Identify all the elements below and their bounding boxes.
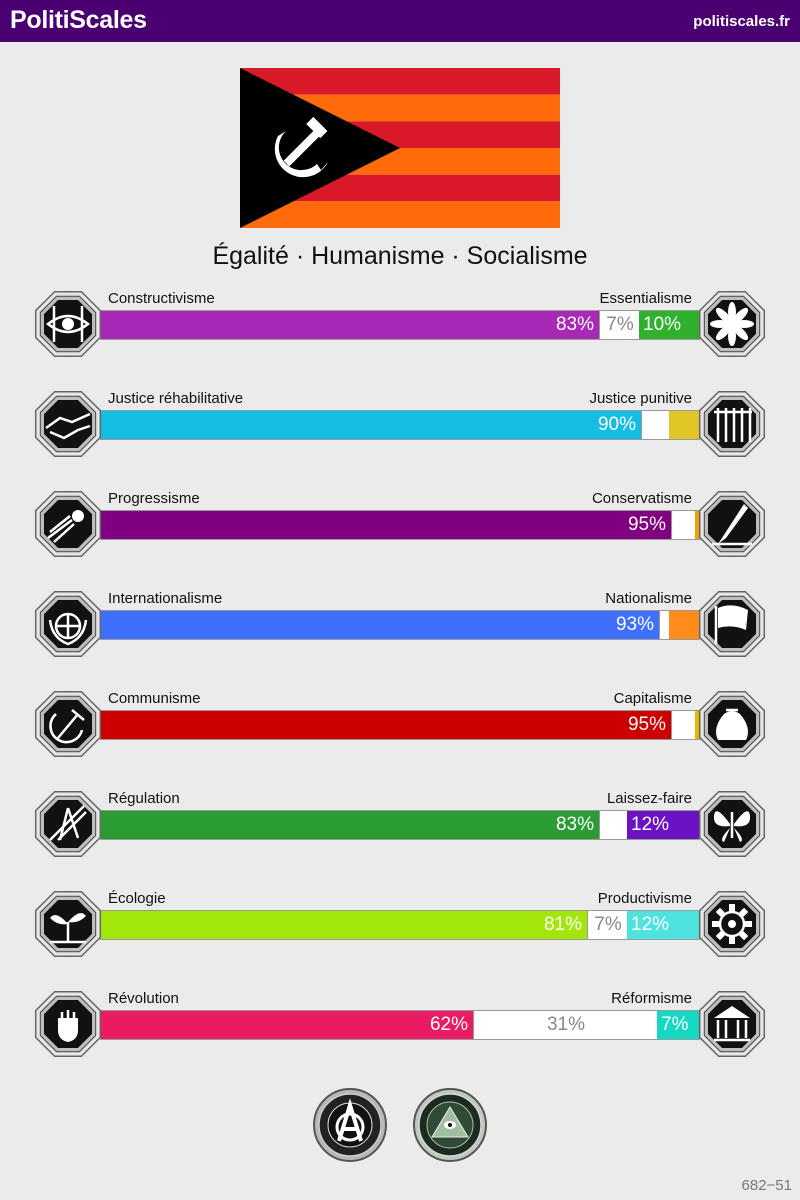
axis-bar [100, 610, 700, 640]
axis-left-label: Régulation [108, 790, 180, 807]
axis-right-segment [669, 611, 699, 639]
axis-bar [100, 910, 700, 940]
axis-middle-segment: 7% [587, 911, 629, 939]
money-bag-icon [696, 688, 768, 760]
axis-right-label: Capitalisme [613, 690, 692, 707]
axis-left-label: Révolution [108, 990, 179, 1007]
axis-right-label: Justice punitive [589, 390, 692, 407]
axis-right-label: Laissez-faire [606, 790, 692, 807]
axis-right-label: Productivisme [597, 890, 692, 907]
axis-bar [100, 1010, 700, 1040]
axis-row [0, 988, 800, 1068]
axis-row [0, 388, 800, 468]
axis-right-segment: 12% [627, 911, 699, 939]
site-link[interactable]: politiscales.fr [693, 13, 790, 30]
brand-title[interactable]: PolitiScales [10, 6, 147, 34]
axis-row [0, 588, 800, 668]
comet-icon [32, 488, 104, 560]
quill-pen-icon [696, 488, 768, 560]
axis-left-segment: 83% [101, 811, 599, 839]
axis-left-segment: 93% [101, 611, 659, 639]
axis-row [0, 288, 800, 368]
axis-row [0, 888, 800, 968]
axis-left-segment: 81% [101, 911, 587, 939]
gear-icon [696, 888, 768, 960]
axis-right-label: Réformisme [611, 990, 692, 1007]
axis-left-segment: 95% [101, 511, 671, 539]
axis-left-label: Internationalisme [108, 590, 223, 607]
axis-middle-segment: 7% [599, 311, 641, 339]
axis-left-label: Progressisme [108, 490, 200, 507]
axis-bar [100, 410, 700, 440]
axis-right-segment: 12% [627, 811, 699, 839]
axis-middle-segment [641, 411, 671, 439]
raised-fist-icon [32, 988, 104, 1060]
prison-bars-icon [696, 388, 768, 460]
axis-right-label: Conservatisme [591, 490, 692, 507]
axis-right-label: Nationalisme [605, 590, 692, 607]
handshake-icon [32, 388, 104, 460]
conspiracy-badge-icon[interactable] [412, 1087, 488, 1163]
globe-laurel-icon [32, 588, 104, 660]
axis-left-segment: 95% [101, 711, 671, 739]
sprout-icon [32, 888, 104, 960]
axis-left-label: Justice réhabilitative [108, 390, 244, 407]
axis-right-segment: 10% [639, 311, 699, 339]
axis-bar [100, 710, 700, 740]
butterfly-icon [696, 788, 768, 860]
axis-row [0, 788, 800, 868]
axis-middle-segment: 31% [473, 1011, 659, 1039]
axis-row [0, 688, 800, 768]
flower-icon [696, 288, 768, 360]
ideology-flag [240, 68, 560, 228]
flag-icon [696, 588, 768, 660]
axis-middle-segment [599, 811, 629, 839]
axis-left-label: Écologie [108, 890, 166, 907]
parliament-icon [696, 988, 768, 1060]
axis-left-label: Communisme [108, 690, 201, 707]
badges-row [0, 1087, 800, 1163]
result-code: 682−51 [741, 1177, 792, 1194]
axis-bar [100, 810, 700, 840]
axis-bar [100, 510, 700, 540]
ideology-motto: Égalité · Humanisme · Socialisme [212, 242, 588, 270]
axis-left-segment: 83% [101, 311, 599, 339]
axis-left-segment: 90% [101, 411, 641, 439]
axis-bar [100, 310, 700, 340]
axis-left-segment: 62% [101, 1011, 473, 1039]
axis-row [0, 488, 800, 568]
axis-right-segment [669, 411, 699, 439]
axis-right-label: Essentialisme [599, 290, 692, 307]
hammer-sickle-icon [32, 688, 104, 760]
eye-grid-icon [32, 288, 104, 360]
anarchism-badge-icon[interactable] [312, 1087, 388, 1163]
ruler-compass-icon [32, 788, 104, 860]
axis-left-label: Constructivisme [108, 290, 215, 307]
axis-right-segment: 7% [657, 1011, 699, 1039]
top-bar [0, 0, 800, 42]
